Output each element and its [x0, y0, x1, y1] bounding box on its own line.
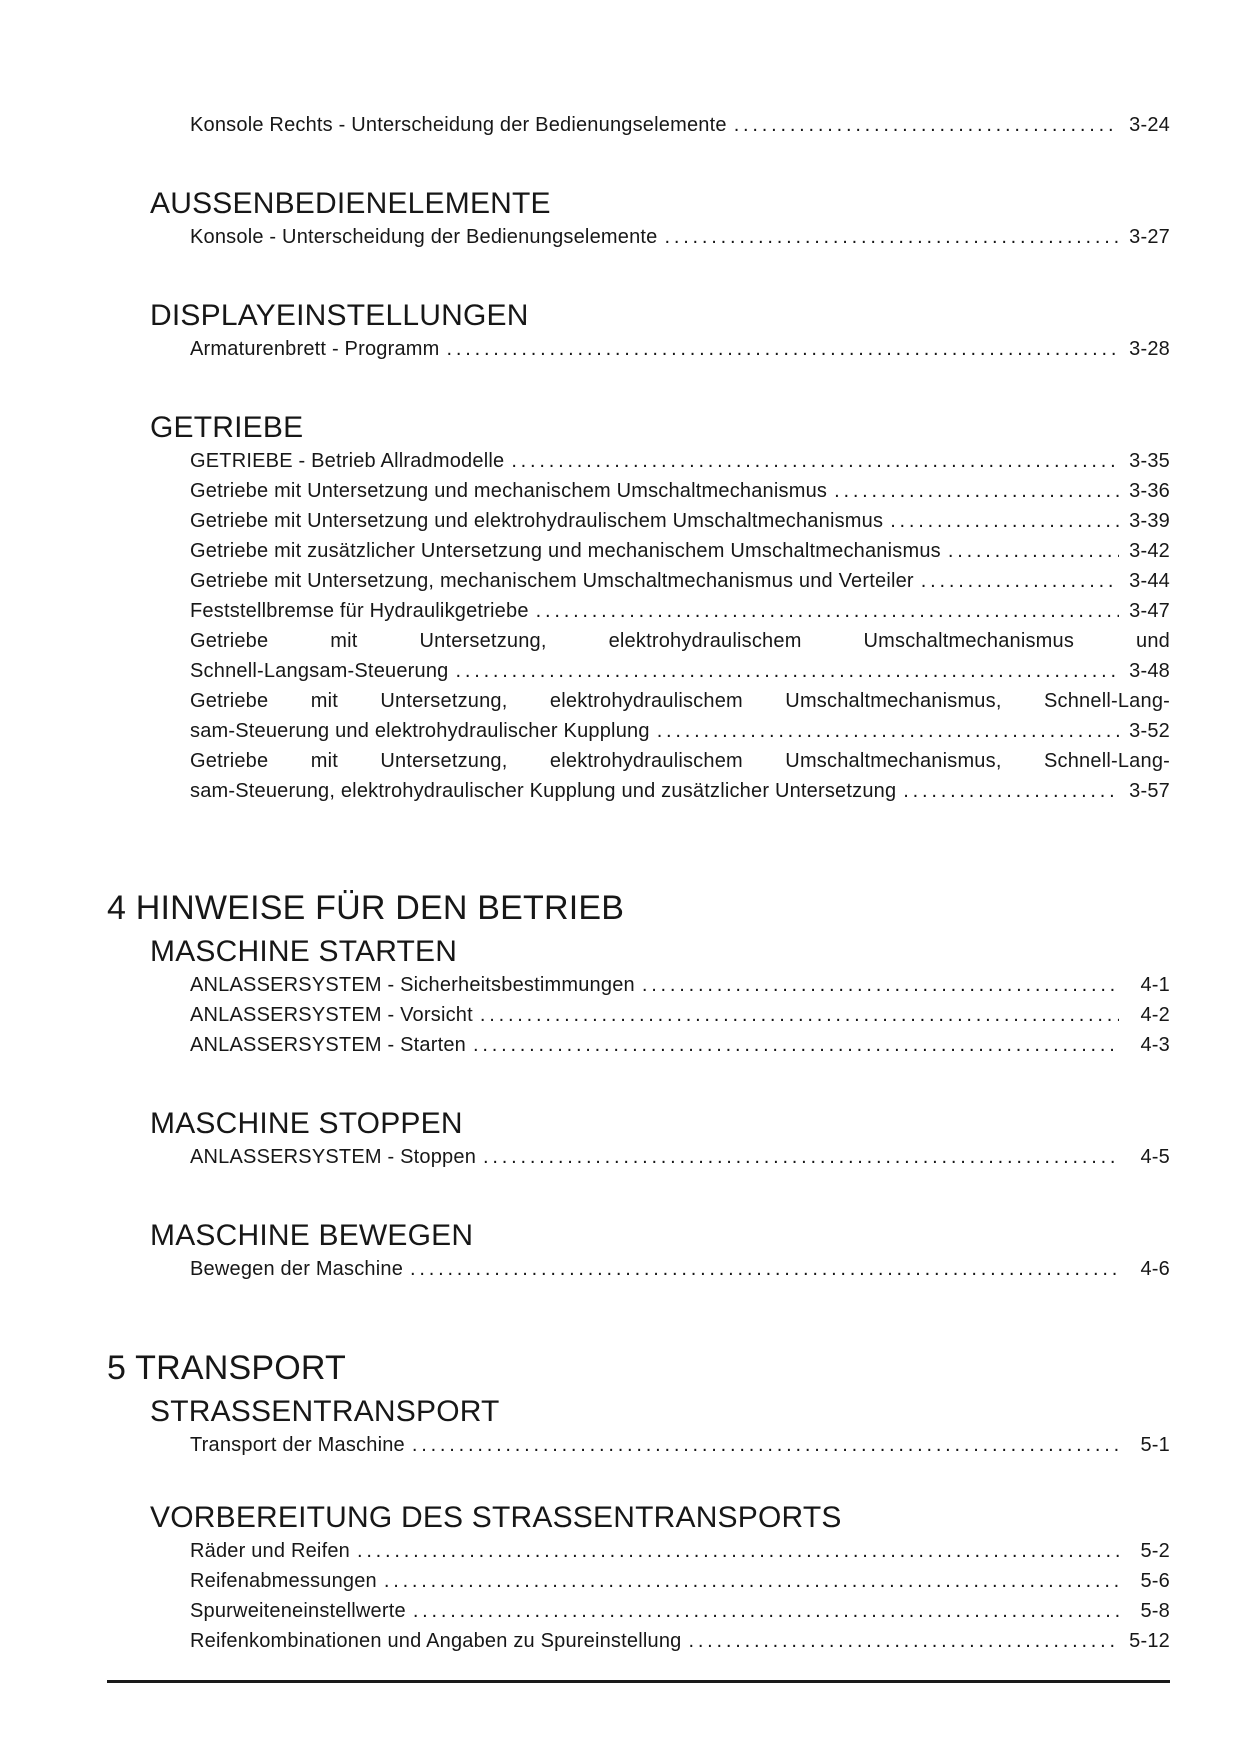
- toc-entry-page: 5-6: [1140, 1570, 1170, 1592]
- toc-entry-row: [190, 1000, 1170, 1030]
- section-heading: STRASSENTRANSPORT: [150, 1395, 500, 1428]
- toc-entry-page: 5-12: [1129, 1630, 1170, 1652]
- toc-entry-page: 3-48: [1129, 660, 1170, 682]
- toc-entry-wrap-line: Getriebe mit Untersetzung, elektrohydraulischem Umschaltmechanismus, Schnell-Lang-: [190, 690, 1170, 712]
- toc-entry-title: Feststellbremse für Hydraulikgetriebe: [190, 600, 529, 622]
- toc-chapter: [107, 1346, 1170, 1656]
- toc-entry-row: [190, 656, 1170, 686]
- toc-entry: [190, 506, 1170, 536]
- toc-entry-row: [190, 446, 1170, 476]
- toc-entry: [190, 1596, 1170, 1626]
- toc-entry-row: [190, 506, 1170, 536]
- toc-entry-title: Getriebe mit zusätzlicher Untersetzung und mechanischem Umschaltmechanismus: [190, 540, 941, 562]
- toc-entry-title: ANLASSERSYSTEM - Starten: [190, 1034, 467, 1056]
- toc-section: [107, 298, 1170, 364]
- toc-content: [107, 110, 1170, 1656]
- toc-entry: [190, 110, 1170, 140]
- toc-entry-row: [190, 970, 1170, 1000]
- toc-entry: [190, 626, 1170, 686]
- dot-leader: [536, 596, 1119, 626]
- toc-entry-page: 5-8: [1140, 1600, 1170, 1622]
- dot-leader: [642, 970, 1119, 1000]
- toc-entry-title: sam-Steuerung und elektrohydraulischer Kupplung: [190, 720, 650, 742]
- toc-entry-page: 3-28: [1129, 338, 1170, 360]
- dot-leader: [483, 1142, 1119, 1172]
- toc-entry: [190, 1430, 1170, 1460]
- dot-leader: [357, 1536, 1119, 1566]
- toc-entry: [190, 746, 1170, 806]
- toc-entry-page: 3-36: [1129, 480, 1170, 502]
- toc-entry: [190, 596, 1170, 626]
- dot-leader: [412, 1430, 1119, 1460]
- section-heading: MASCHINE STARTEN: [150, 935, 458, 968]
- dot-leader: [456, 656, 1120, 686]
- toc-entry-row: [190, 110, 1170, 140]
- section-entry-list: [190, 1536, 1170, 1656]
- toc-section: [107, 1106, 1170, 1172]
- dot-leader: [664, 222, 1119, 252]
- section-entry-list: [190, 334, 1170, 364]
- toc-section: [107, 1218, 1170, 1284]
- dot-leader: [410, 1254, 1119, 1284]
- toc-entry-title: Konsole - Unterscheidung der Bedienungselemente: [190, 226, 658, 248]
- toc-entry-row: [190, 1626, 1170, 1656]
- dot-leader: [903, 776, 1119, 806]
- toc-entry-page: 4-3: [1140, 1034, 1170, 1056]
- toc-entry: [190, 1030, 1170, 1060]
- toc-entry: [190, 686, 1170, 746]
- dot-leader: [948, 536, 1119, 566]
- toc-entry-wrap-line: Getriebe mit Untersetzung, elektrohydraulischem Umschaltmechanismus, Schnell-Lang-: [190, 750, 1170, 772]
- toc-entry-page: 3-39: [1129, 510, 1170, 532]
- dot-leader: [413, 1596, 1119, 1626]
- section-heading: AUSSENBEDIENELEMENTE: [150, 187, 551, 220]
- toc-entry-title: Bewegen der Maschine: [190, 1258, 404, 1280]
- toc-entry-page: 5-2: [1140, 1540, 1170, 1562]
- toc-entry-title: Schnell-Langsam-Steuerung: [190, 660, 449, 682]
- toc-entry-title: ANLASSERSYSTEM - Stoppen: [190, 1146, 477, 1168]
- section-heading: VORBEREITUNG DES STRASSENTRANSPORTS: [150, 1501, 842, 1534]
- chapter-heading: 4 HINWEISE FÜR DEN BETRIEB: [107, 889, 625, 927]
- section-entry-list: [190, 1430, 1170, 1460]
- toc-entry-page: 4-1: [1140, 974, 1170, 996]
- toc-entry-page: 4-5: [1140, 1146, 1170, 1168]
- footer-rule: [107, 1680, 1170, 1683]
- toc-entry-page: 4-6: [1140, 1258, 1170, 1280]
- dot-leader: [688, 1626, 1119, 1656]
- toc-entry-title: Reifenabmessungen: [190, 1570, 377, 1592]
- dot-leader: [480, 1000, 1119, 1030]
- dot-leader: [657, 716, 1119, 746]
- dot-leader: [447, 334, 1119, 364]
- toc-entry: [190, 1626, 1170, 1656]
- toc-entry-row: [190, 716, 1170, 746]
- toc-entry-title: Getriebe mit Untersetzung, mechanischem Umschaltmechanismus und Verteiler: [190, 570, 914, 592]
- section-heading: GETRIEBE: [150, 411, 304, 444]
- section-entry-list: [190, 1254, 1170, 1284]
- toc-entry-row: [190, 1430, 1170, 1460]
- toc-section: [107, 1500, 1170, 1656]
- toc-entry: [190, 446, 1170, 476]
- toc-entry-row: [190, 1566, 1170, 1596]
- toc-entry-page: 5-1: [1140, 1434, 1170, 1456]
- toc-entry-row: [190, 776, 1170, 806]
- toc-entry: [190, 536, 1170, 566]
- section-entry-list: [190, 970, 1170, 1060]
- dot-leader: [734, 110, 1119, 140]
- toc-entry-title: Konsole Rechts - Unterscheidung der Bedienungselemente: [190, 114, 727, 136]
- toc-entry-page: 3-42: [1129, 540, 1170, 562]
- toc-section: [107, 410, 1170, 806]
- toc-entry-row: [190, 1254, 1170, 1284]
- toc-entry-row: [190, 1142, 1170, 1172]
- toc-entry-row: [190, 596, 1170, 626]
- toc-entry: [190, 476, 1170, 506]
- toc-entry-page: 3-52: [1129, 720, 1170, 742]
- toc-entry-title: Transport der Maschine: [190, 1434, 405, 1456]
- toc-entry-row: [190, 476, 1170, 506]
- toc-entry: [190, 1536, 1170, 1566]
- toc-entry-page: 3-27: [1129, 226, 1170, 248]
- toc-entry-title: Reifenkombinationen und Angaben zu Spureinstellung: [190, 1630, 682, 1652]
- toc-entry-title: Getriebe mit Untersetzung und mechanischem Umschaltmechanismus: [190, 480, 828, 502]
- toc-entry: [190, 1566, 1170, 1596]
- dot-leader: [384, 1566, 1119, 1596]
- toc-entry-title: Spurweiteneinstellwerte: [190, 1600, 406, 1622]
- toc-section: [107, 934, 1170, 1060]
- toc-entry-row: [190, 536, 1170, 566]
- section-heading: MASCHINE STOPPEN: [150, 1107, 463, 1140]
- toc-entry-page: 3-47: [1129, 600, 1170, 622]
- toc-entry: [190, 970, 1170, 1000]
- toc-section: [107, 186, 1170, 252]
- toc-chapter: [107, 886, 1170, 1284]
- section-entry-list: [190, 446, 1170, 806]
- toc-entry: [190, 1000, 1170, 1030]
- toc-entry-title: Getriebe mit Untersetzung und elektrohydraulischem Umschaltmechanismus: [190, 510, 884, 532]
- toc-entry: [190, 566, 1170, 596]
- toc-entry: [190, 1142, 1170, 1172]
- section-entry-list: [190, 1142, 1170, 1172]
- section-heading: MASCHINE BEWEGEN: [150, 1219, 474, 1252]
- toc-entry-wrap-line: Getriebe mit Untersetzung, elektrohydraulischem Umschaltmechanismus und: [190, 630, 1170, 652]
- toc-entry-title: ANLASSERSYSTEM - Sicherheitsbestimmungen: [190, 974, 635, 996]
- toc-entry-title: GETRIEBE - Betrieb Allradmodelle: [190, 450, 505, 472]
- dot-leader: [511, 446, 1119, 476]
- toc-entry-title: Räder und Reifen: [190, 1540, 350, 1562]
- section-entry-list: [190, 222, 1170, 252]
- toc-entry-title: sam-Steuerung, elektrohydraulischer Kupplung und zusätzlicher Untersetzung: [190, 780, 897, 802]
- toc-section: [107, 1394, 1170, 1460]
- dot-leader: [921, 566, 1119, 596]
- dot-leader: [473, 1030, 1119, 1060]
- orphan-entry-list: [190, 110, 1170, 140]
- toc-entry-row: [190, 222, 1170, 252]
- toc-entry: [190, 222, 1170, 252]
- toc-entry-row: [190, 334, 1170, 364]
- toc-entry-row: [190, 1030, 1170, 1060]
- dot-leader: [890, 506, 1119, 536]
- toc-entry-page: 3-35: [1129, 450, 1170, 472]
- toc-entry-row: [190, 1536, 1170, 1566]
- toc-entry-page: 3-24: [1129, 114, 1170, 136]
- toc-entry-row: [190, 1596, 1170, 1626]
- toc-entry-page: 3-57: [1129, 780, 1170, 802]
- chapter-heading: 5 TRANSPORT: [107, 1349, 347, 1387]
- toc-entry-page: 3-44: [1129, 570, 1170, 592]
- toc-entry-page: 4-2: [1140, 1004, 1170, 1026]
- dot-leader: [834, 476, 1119, 506]
- toc-entry-title: ANLASSERSYSTEM - Vorsicht: [190, 1004, 473, 1026]
- toc-entry-row: [190, 566, 1170, 596]
- toc-entry: [190, 334, 1170, 364]
- toc-entry-title: Armaturenbrett - Programm: [190, 338, 440, 360]
- section-heading: DISPLAYEINSTELLUNGEN: [150, 299, 529, 332]
- toc-entry: [190, 1254, 1170, 1284]
